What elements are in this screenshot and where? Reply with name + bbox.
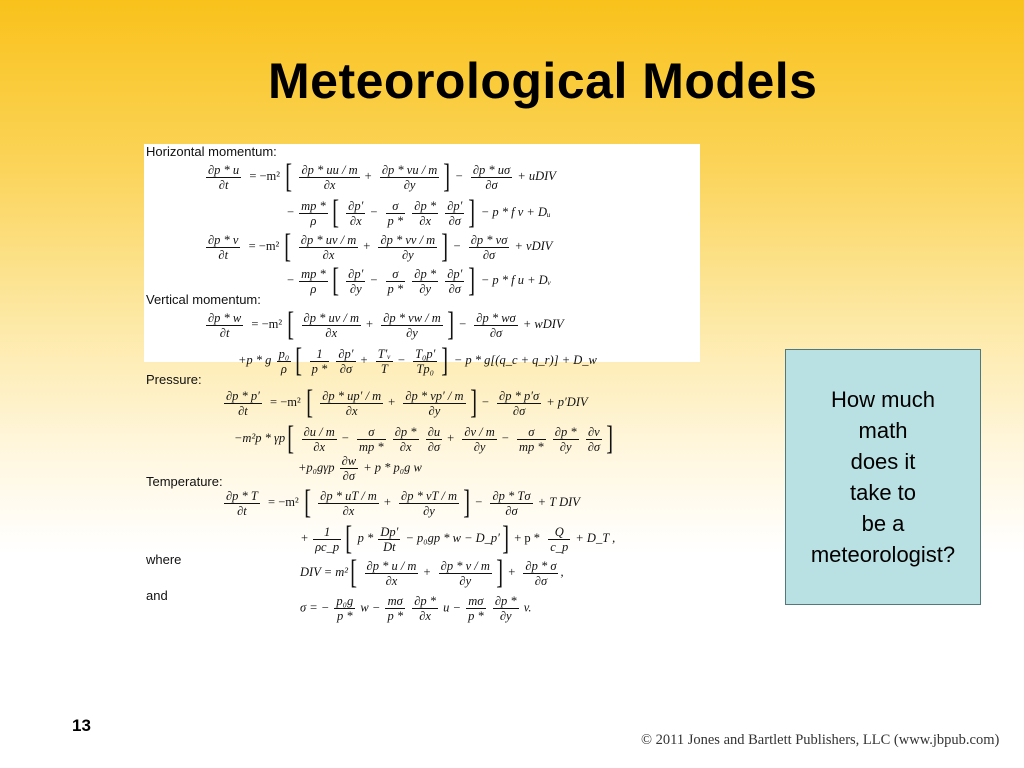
callout-line: meteorologist? [810, 542, 956, 567]
equation-v-momentum: $\frac{\partial p * v}{\partial t}$ = −m² [ $\frac{\partial p * uv / m}{\partial x}$ + $\frac{\partial p * vv / m}{\partial y}$ ] − $\frac{\partial p * v\sigma}{\partial\sigma}$ + vDIV [208, 228, 553, 265]
question-callout-box [785, 349, 981, 605]
equation-temperature-continued: + $\frac{1}{\rho c\_p}$ [ p * $\frac{Dp'}{Dt}$ − p₀gp * w − D_p′] + p * $\frac{Q}{c\_p}$ + D_T , [301, 520, 616, 557]
equations-panel [144, 144, 704, 630]
slide-title: Meteorological Models [268, 53, 818, 109]
where-label: where [146, 552, 182, 567]
callout-line: math [858, 418, 908, 443]
callout-line: be a [861, 511, 905, 536]
temperature-label: Temperature: [146, 474, 223, 489]
equation-u-momentum-continued: − $\frac{mp *}{\rho}$ [ $\frac{\partial p'}{\partial x}$ − $\frac{\sigma}{p *}$ $\frac{\partial p *}{\partial x}$ $\frac{\partial p'}{\partial\sigma}$ ] − p * f v + Dᵤ [287, 194, 551, 231]
equation-temperature: $\frac{\partial p * T}{\partial t}$ = −m² [ $\frac{\partial p * uT / m}{\partial x}$ + $\frac{\partial p * vT / m}{\partial y}$ ] − $\frac{\partial p * T\sigma}{\partial\sigma}$ + T DIV [226, 484, 580, 521]
equation-divergence: DIV = m²[ $\frac{\partial p * u / m}{\partial x}$ + $\frac{\partial p * v / m}{\partial y}$ ] + $\frac{\partial p * \sigma}{\partial\sigma}$ , [300, 554, 564, 591]
callout-line: does it [850, 449, 916, 474]
page-number: 13 [72, 716, 91, 735]
equation-w-momentum: $\frac{\partial p * w}{\partial t}$ = −m² [ $\frac{\partial p * uv / m}{\partial x}$ + $\frac{\partial p * vw / m}{\partial y}$ ] − $\frac{\partial p * w\sigma}{\partial\sigma}$ + wDIV [208, 306, 564, 343]
vertical-momentum-label: Vertical momentum: [146, 292, 261, 307]
horizontal-momentum-label: Horizontal momentum: [146, 144, 277, 159]
equation-u-momentum: $\frac{\partial p * u}{\partial t}$ = −m² [ $\frac{\partial p * uu / m}{\partial x}$ + $\frac{\partial p * vu / m}{\partial y}$ ] − $\frac{\partial p * u\sigma}{\partial\sigma}$ + uDIV [208, 158, 556, 195]
equation-pressure-tail: +p₀gγp $\frac{\partial w}{\partial\sigma}$ + p * p₀g w [298, 454, 422, 483]
and-label: and [146, 588, 168, 603]
copyright-notice: © 2011 Jones and Bartlett Publishers, LLC (www.jbpub.com) [641, 732, 1000, 748]
pressure-label: Pressure: [146, 372, 202, 387]
callout-line: take to [849, 480, 917, 505]
equation-v-momentum-continued: − $\frac{mp *}{\rho}$ [ $\frac{\partial p'}{\partial y}$ − $\frac{\sigma}{p *}$ $\frac{\partial p *}{\partial y}$ $\frac{\partial p'}{\partial\sigma}$ ] − p * f u + Dᵥ [287, 262, 552, 299]
callout-line: How much [831, 387, 935, 412]
equation-w-momentum-continued: +p * g $\frac{\text{p₀}}{\rho}$ [ $\frac{1}{p *}$ $\frac{\partial p'}{\partial\sigma}$ + $\frac{\text{T′ᵥ}}{T}$ − $\frac{\text{T₀p′}}{\text{Tp₀}}$ ] − p * g[(q_c + q_r)] + D_w [238, 342, 597, 379]
equation-sigma-dot: σ = − $\frac{\text{p₀g}}{p *}$ w − $\frac{m\sigma}{p *}$ $\frac{\partial p *}{\partial x}$ u − $\frac{m\sigma}{p *}$ $\frac{\partial p *}{\partial y}$ v. [300, 594, 532, 623]
equation-pressure: $\frac{\partial p * p'}{\partial t}$ = −m² [ $\frac{\partial p * up' / m}{\partial x}$ + $\frac{\partial p * vp' / m}{\partial y}$ ] − $\frac{\partial p * p'\sigma}{\partial\sigma}$ + p′DIV [226, 384, 588, 421]
equation-pressure-continued: −m²p * γp[ $\frac{\partial u / m}{\partial x}$ − $\frac{\sigma}{mp *}$ $\frac{\partial p *}{\partial x}$ $\frac{\partial u}{\partial\sigma}$ + $\frac{\partial v / m}{\partial y}$ − $\frac{\sigma}{mp *}$ $\frac{\partial p *}{\partial y}$ $\frac{\partial v}{\partial\sigma}$ ] [234, 420, 614, 457]
